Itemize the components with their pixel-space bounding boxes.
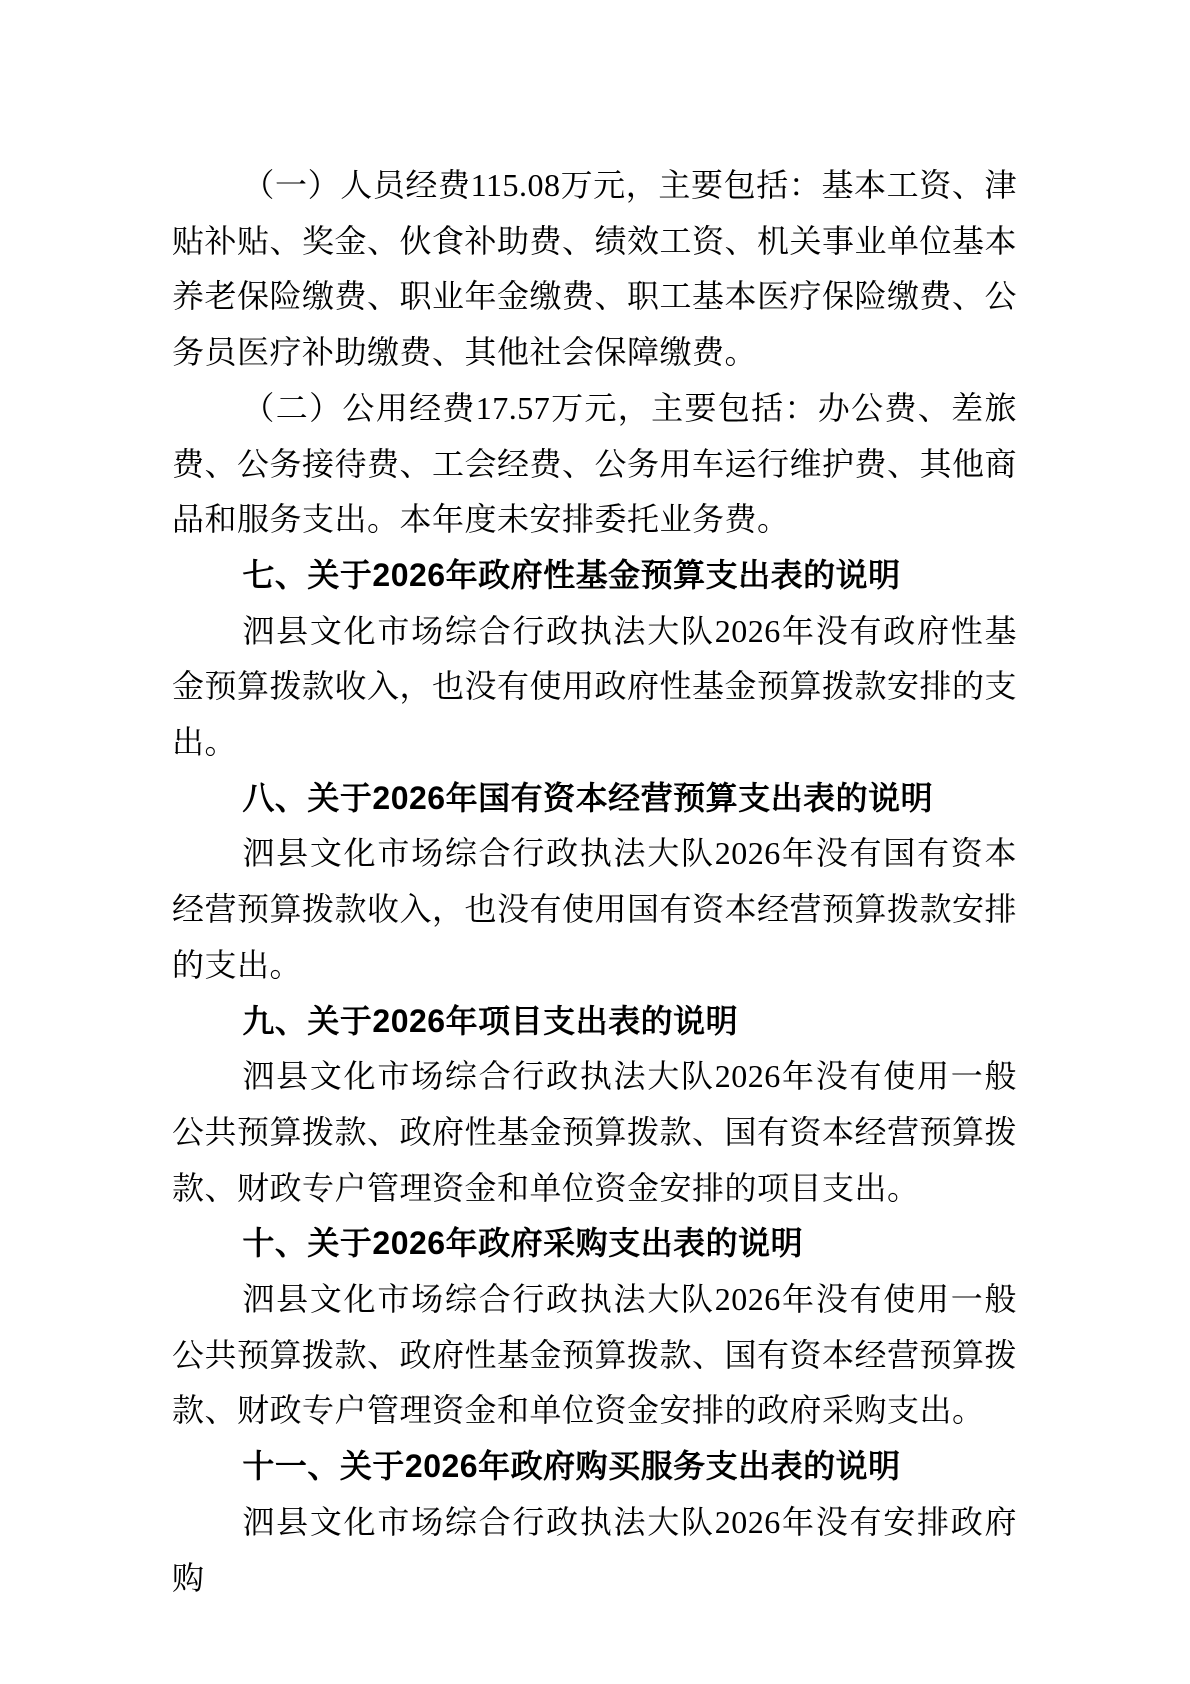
paragraph: 泗县文化市场综合行政执法大队2026年没有使用一般公共预算拨款、政府性基金预算拨款、国有资本经营预算拨款、财政专户管理资金和单位资金安排的项目支出。 [172, 1058, 1018, 1206]
section-heading: 九、关于2026年项目支出表的说明 [242, 1002, 739, 1039]
paragraph: 泗县文化市场综合行政执法大队2026年没有安排政府购 [172, 1503, 1017, 1596]
document-body [172, 158, 1017, 1606]
paragraph: （一）人员经费115.08万元，主要包括：基本工资、津贴补贴、奖金、伙食补助费、绩效工资、机关事业单位基本养老保险缴费、职业年金缴费、职工基本医疗保险缴费、公务员医疗补助缴费、其他社会保障缴费。 [172, 167, 1018, 371]
paragraph: 泗县文化市场综合行政执法大队2026年没有政府性基金预算拨款收入，也没有使用政府性基金预算拨款安排的支出。 [172, 612, 1018, 761]
section-heading: 十一、关于2026年政府购买服务支出表的说明 [242, 1448, 901, 1485]
paragraph: 泗县文化市场综合行政执法大队2026年没有国有资本经营预算拨款收入，也没有使用国有资本经营预算拨款安排的支出。 [172, 835, 1018, 983]
paragraph: （二）公用经费17.57万元，主要包括：办公费、差旅费、公务接待费、工会经费、公务用车运行维护费、其他商品和服务支出。本年度未安排委托业务费。 [172, 389, 1018, 538]
section-heading: 七、关于2026年政府性基金预算支出表的说明 [242, 556, 901, 593]
section-heading: 十、关于2026年政府采购支出表的说明 [242, 1225, 804, 1262]
section-heading: 八、关于2026年国有资本经营预算支出表的说明 [242, 779, 934, 816]
paragraph: 泗县文化市场综合行政执法大队2026年没有使用一般公共预算拨款、政府性基金预算拨款、国有资本经营预算拨款、财政专户管理资金和单位资金安排的政府采购支出。 [172, 1281, 1018, 1429]
